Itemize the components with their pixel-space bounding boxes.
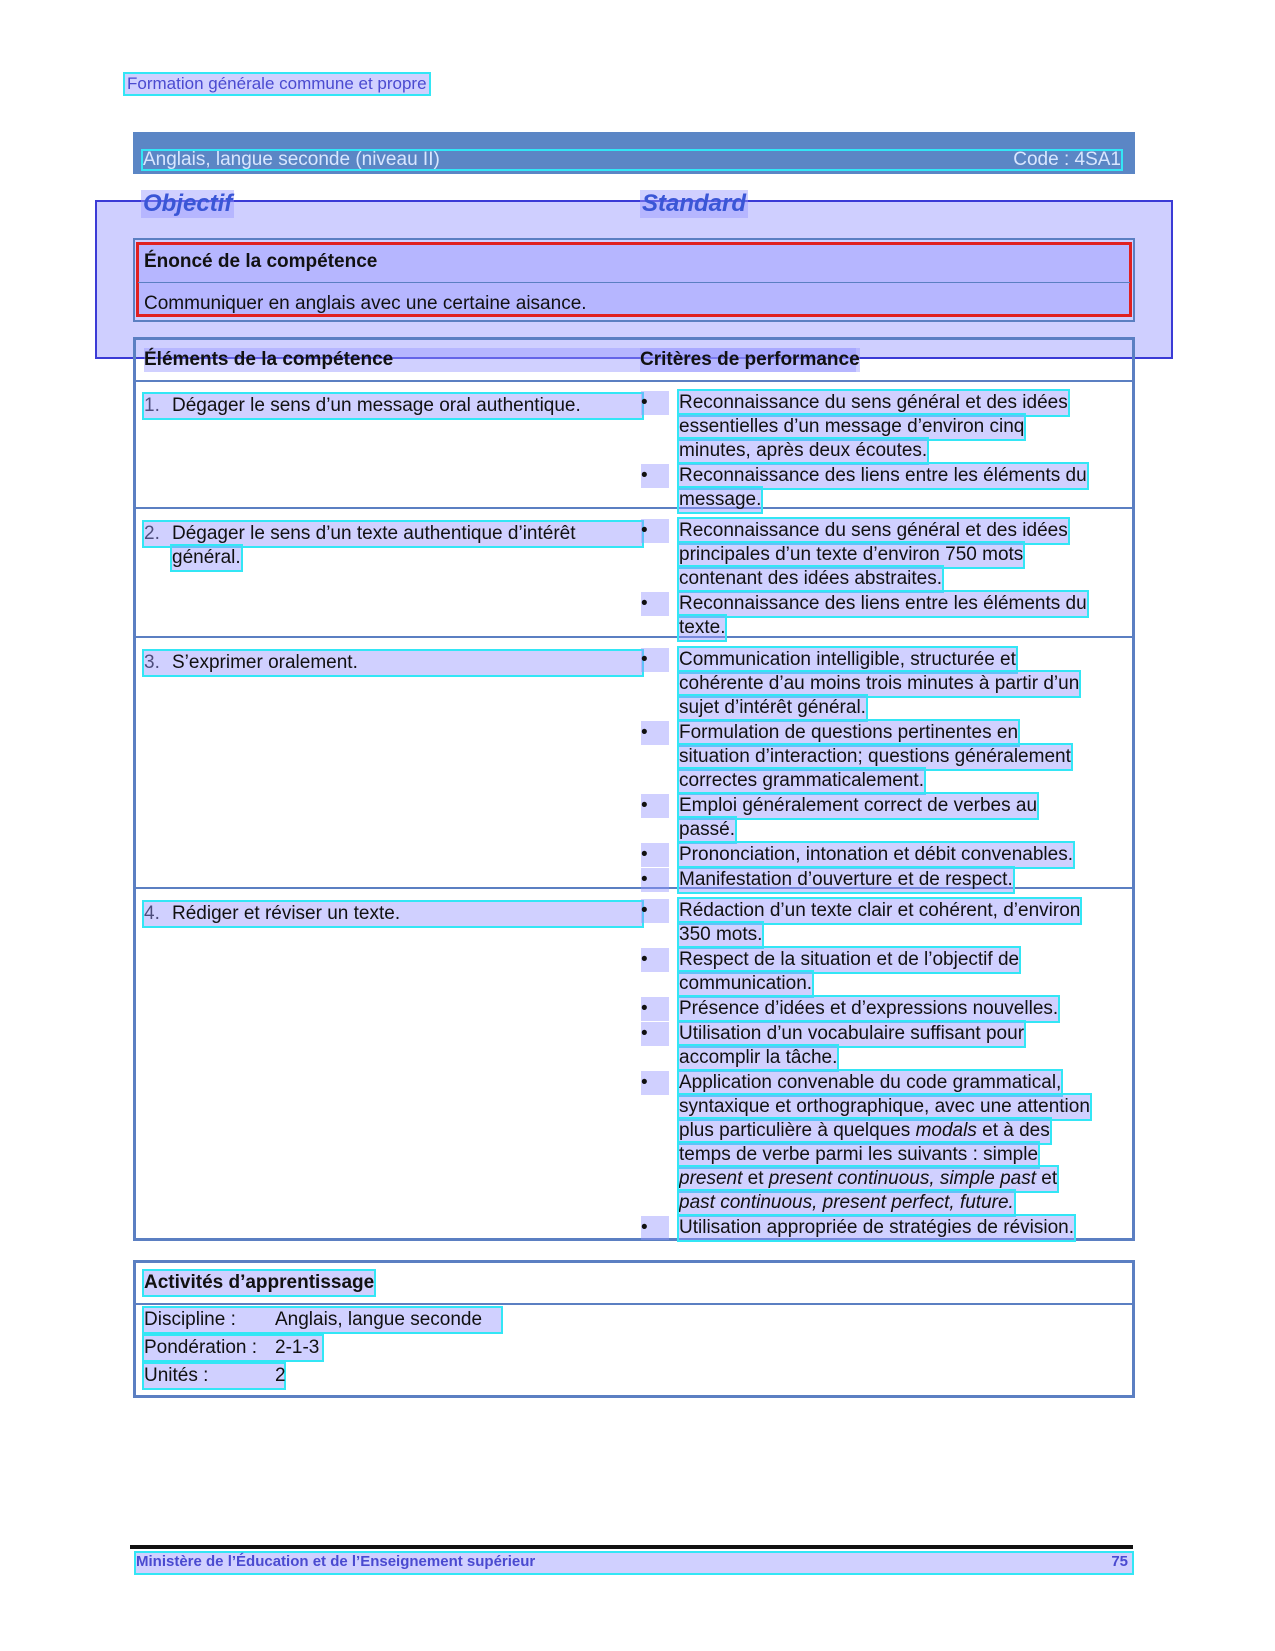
course-title: Anglais, langue seconde (niveau II) [143, 149, 440, 170]
criterion-text: Respect de la situation et de l’objectif de [679, 949, 1020, 970]
criterion-text: message. [679, 489, 762, 510]
criterion-text: texte. [679, 617, 726, 638]
element-number: 2. [144, 523, 160, 544]
criterion-text: Rédaction d’un texte clair et cohérent, d’environ [679, 900, 1081, 921]
col1-header: Éléments de la compétence [144, 348, 856, 372]
footer-rule [130, 1545, 1133, 1549]
criterion-text: communication. [679, 973, 813, 994]
criterion-text: Utilisation appropriée de stratégies de révision. [679, 1217, 1074, 1238]
criterion-text: present et present continuous, simple past et [679, 1168, 1058, 1189]
criterion-text: correctes grammaticalement. [679, 770, 924, 791]
criterion-text: sujet d’intérêt général. [679, 697, 866, 718]
criterion-text: 350 mots. [679, 924, 763, 945]
criterion-text: passé. [679, 819, 735, 840]
criterion-text: accomplir la tâche. [679, 1047, 838, 1068]
criterion-text: Application convenable du code grammatical, [679, 1072, 1062, 1093]
criterion-bullet: • [641, 868, 669, 892]
criterion-text: plus particulière à quelques modals et à des [679, 1120, 1050, 1141]
running-header: Formation générale commune et propre [127, 74, 427, 93]
criterion-bullet: • [641, 391, 669, 415]
page-number: 75 [1111, 1553, 1128, 1570]
element-text: Rédiger et réviser un texte. [144, 902, 642, 926]
criterion-text: situation d’interaction; questions généralement [679, 746, 1071, 767]
criterion-bullet: • [641, 721, 669, 745]
criterion-bullet: • [641, 997, 669, 1021]
element-text: général. [172, 547, 241, 568]
element-number: 3. [144, 652, 160, 673]
course-title-row [143, 151, 1121, 169]
activities-divider [133, 1303, 1135, 1305]
enonce-divider [138, 282, 1130, 283]
criterion-bullet: • [641, 948, 669, 972]
discipline-row [144, 1308, 501, 1332]
criterion-text: Présence d’idées et d’expressions nouvelles. [679, 998, 1059, 1019]
criterion-text: Reconnaissance des liens entre les éléments du [679, 593, 1087, 614]
criterion-bullet: • [641, 519, 669, 543]
criterion-text: Manifestation d’ouverture et de respect. [679, 869, 1013, 890]
criterion-text: syntaxique et orthographique, avec une attention [679, 1096, 1090, 1117]
criterion-text: past continuous, present perfect, future. [679, 1192, 1014, 1213]
ponderation-label: Pondération : [144, 1337, 258, 1358]
criterion-text: Reconnaissance du sens général et des idées [679, 392, 1068, 413]
criterion-text: contenant des idées abstraites. [679, 568, 943, 589]
table-row-divider [133, 636, 1135, 638]
table-row-divider [133, 507, 1135, 509]
criterion-text: Reconnaissance des liens entre les éléments du [679, 465, 1087, 486]
criterion-bullet: • [641, 794, 669, 818]
table-header-divider [133, 380, 1135, 382]
criterion-text: Reconnaissance du sens général et des idées [679, 520, 1068, 541]
course-code: Code : 4SA1 [1013, 149, 1121, 170]
element-text: S’exprimer oralement. [144, 651, 642, 675]
col2-header: Critères de performance [640, 349, 860, 370]
ponderation-row [144, 1336, 322, 1360]
criterion-bullet: • [641, 464, 669, 488]
element-number: 4. [144, 903, 160, 924]
criterion-bullet: • [641, 1071, 669, 1095]
criterion-bullet: • [641, 1216, 669, 1240]
criterion-bullet: • [641, 843, 669, 867]
objectif-label: Objectif [143, 190, 233, 217]
footer-ministry: Ministère de l’Éducation et de l’Enseignement supérieur [136, 1553, 536, 1570]
unites-label: Unités : [144, 1365, 209, 1386]
element-text: Dégager le sens d’un message oral authentique. [144, 394, 642, 418]
ponderation-value: 2-1-3 [275, 1337, 320, 1358]
criterion-bullet: • [641, 648, 669, 672]
criterion-text: temps de verbe parmi les suivants : simple [679, 1144, 1039, 1165]
criterion-text: Utilisation d’un vocabulaire suffisant pour [679, 1023, 1025, 1044]
criterion-bullet: • [641, 592, 669, 616]
enonce-heading: Énoncé de la compétence [144, 251, 378, 272]
criterion-text: Emploi généralement correct de verbes au [679, 795, 1038, 816]
criterion-bullet: • [641, 1022, 669, 1046]
criterion-text: Communication intelligible, structurée et [679, 649, 1016, 670]
course-title-bar [133, 132, 1135, 174]
unites-row [144, 1364, 284, 1388]
criterion-text: Formulation de questions pertinentes en [679, 722, 1019, 743]
enonce-text: Communiquer en anglais avec une certaine aisance. [144, 293, 587, 314]
footer [136, 1553, 1132, 1573]
criterion-text: cohérente d’au moins trois minutes à partir d’un [679, 673, 1080, 694]
criterion-text: Prononciation, intonation et débit convenables. [679, 844, 1073, 865]
unites-value: 2 [275, 1365, 286, 1386]
standard-label: Standard [642, 190, 747, 217]
criterion-text: minutes, après deux écoutes. [679, 440, 928, 461]
discipline-value: Anglais, langue seconde [275, 1309, 483, 1330]
activities-heading: Activités d’apprentissage [144, 1272, 375, 1293]
criterion-text: principales d’un texte d’environ 750 mots [679, 544, 1024, 565]
discipline-label: Discipline : [144, 1309, 236, 1330]
element-text: Dégager le sens d’un texte authentique d’intérêt [144, 522, 642, 546]
criterion-bullet: • [641, 899, 669, 923]
criterion-text: essentielles d’un message d’environ cinq [679, 416, 1025, 437]
element-number: 1. [144, 395, 160, 416]
